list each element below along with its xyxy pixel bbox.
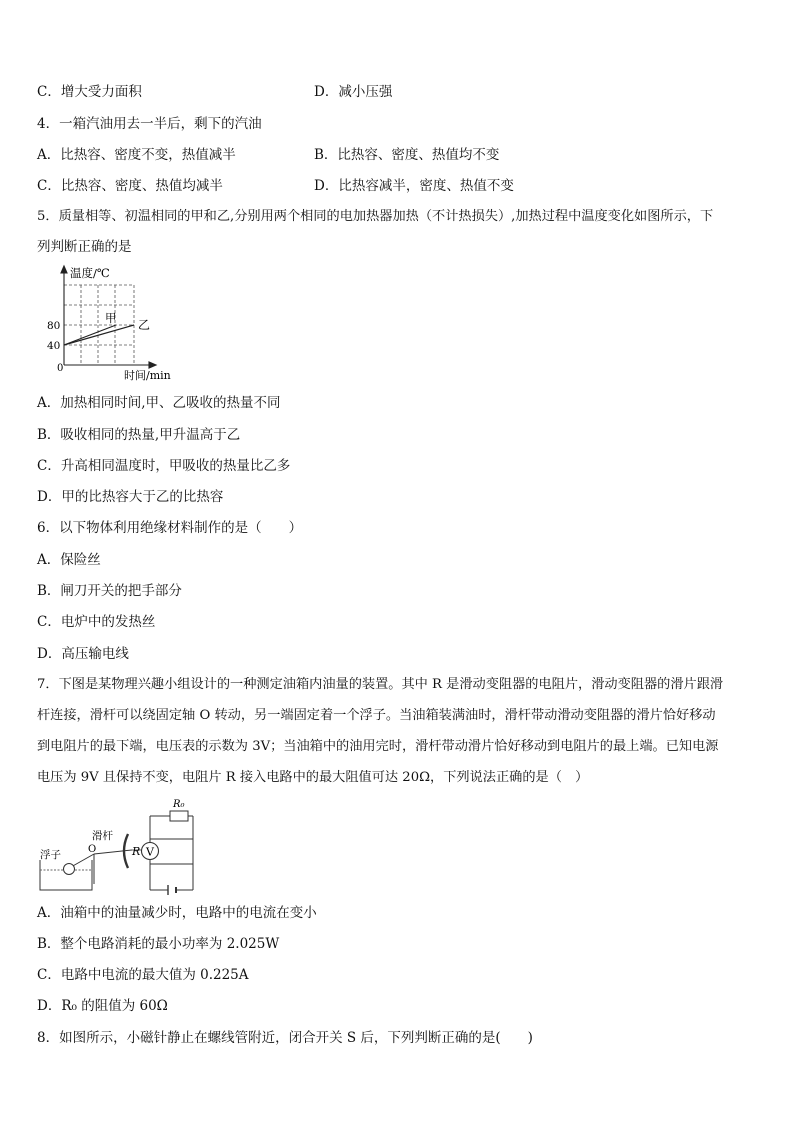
q6-option-d: D．高压输电线 [37, 646, 129, 662]
q5-option-d: D．甲的比热容大于乙的比热容 [37, 489, 224, 505]
tick-40: 40 [47, 340, 61, 352]
temperature-time-graph [40, 262, 190, 386]
q4-option-a: A．比热容、密度不变，热值减半 [37, 147, 236, 163]
q4-option-c: C．比热容、密度、热值均减半 [37, 178, 223, 194]
voltmeter-label: V [146, 845, 154, 859]
r0-label: R₀ [173, 799, 185, 810]
float-icon [64, 864, 75, 875]
tick-80: 80 [47, 320, 61, 332]
q5-option-b: B．吸收相同的热量,甲升温高于乙 [37, 427, 241, 443]
q5-option-c: C．升高相同温度时，甲吸收的热量比乙多 [37, 458, 291, 474]
q5-option-a: A．加热相同时间,甲、乙吸收的热量不同 [37, 395, 281, 411]
label-yi: 乙 [138, 318, 151, 332]
x-axis-label: 时间/min [124, 369, 171, 382]
q6-option-a: A．保险丝 [37, 552, 101, 568]
y-axis-label: 温度/℃ [70, 266, 110, 280]
q4-option-b: B．比热容、密度、热值均不变 [314, 147, 500, 163]
q5-stem-line1: 5．质量相等、初温相同的甲和乙,分别用两个相同的电加热器加热（不计热损失）,加热过程中温度变化如图所示，下 [37, 209, 714, 224]
q7-option-b: B．整个电路消耗的最小功率为 2.025W [37, 936, 280, 952]
q7-stem-line3: 到电阻片的最下端，电压表的示数为 3V；当油箱中的油用完时，滑杆带动滑片恰好移动到电阻片的最上端。已知电源 [37, 739, 719, 754]
q3-option-d: D．减小压强 [314, 84, 393, 100]
q7-option-a: A．油箱中的油量减少时，电路中的电流在变小 [37, 905, 317, 921]
q3-option-c: C．增大受力面积 [37, 84, 142, 100]
q7-option-d: D．R₀ 的阻值为 60Ω [37, 998, 168, 1014]
resistor-r-label: R [132, 845, 141, 858]
q4-option-d: D．比热容减半，密度、热值不变 [314, 178, 514, 194]
label-jia: 甲 [105, 311, 117, 325]
line-yi [64, 325, 134, 345]
float-label: 浮子 [40, 849, 61, 861]
q6-stem: 6．以下物体利用绝缘材料制作的是（ ） [37, 520, 303, 536]
q8-stem: 8．如图所示，小磁针静止在螺线管附近，闭合开关 S 后，下列判断正确的是( ) [37, 1030, 533, 1046]
oil-gauge-circuit-diagram [36, 794, 198, 896]
origin-label: 0 [57, 363, 64, 374]
q5-stem-line2: 列判断正确的是 [37, 239, 132, 255]
q4-stem: 4．一箱汽油用去一半后，剩下的汽油 [37, 116, 262, 132]
line-jia [64, 325, 116, 345]
q7-stem-line2: 杆连接，滑杆可以绕固定轴 O 转动，另一端固定着一个浮子。当油箱装满油时，滑杆带动滑动变阻器的滑片恰好移动 [37, 708, 716, 723]
pivot-o-label: O [88, 844, 97, 855]
q7-stem-line1: 7．下图是某物理兴趣小组设计的一种测定油箱内油量的装置。其中 R 是滑动变阻器的电阻片，滑动变阻器的滑片跟滑 [37, 677, 724, 692]
q7-option-c: C．电路中电流的最大值为 0.225A [37, 967, 249, 983]
q6-option-b: B．闸刀开关的把手部分 [37, 583, 182, 599]
q7-stem-line4: 电压为 9V 且保持不变，电阻片 R 接入电路中的最大阻值可达 20Ω，下列说法正确的是（ ） [37, 770, 589, 785]
slider-label: 滑杆 [92, 830, 113, 842]
q6-option-c: C．电炉中的发热丝 [37, 614, 156, 630]
